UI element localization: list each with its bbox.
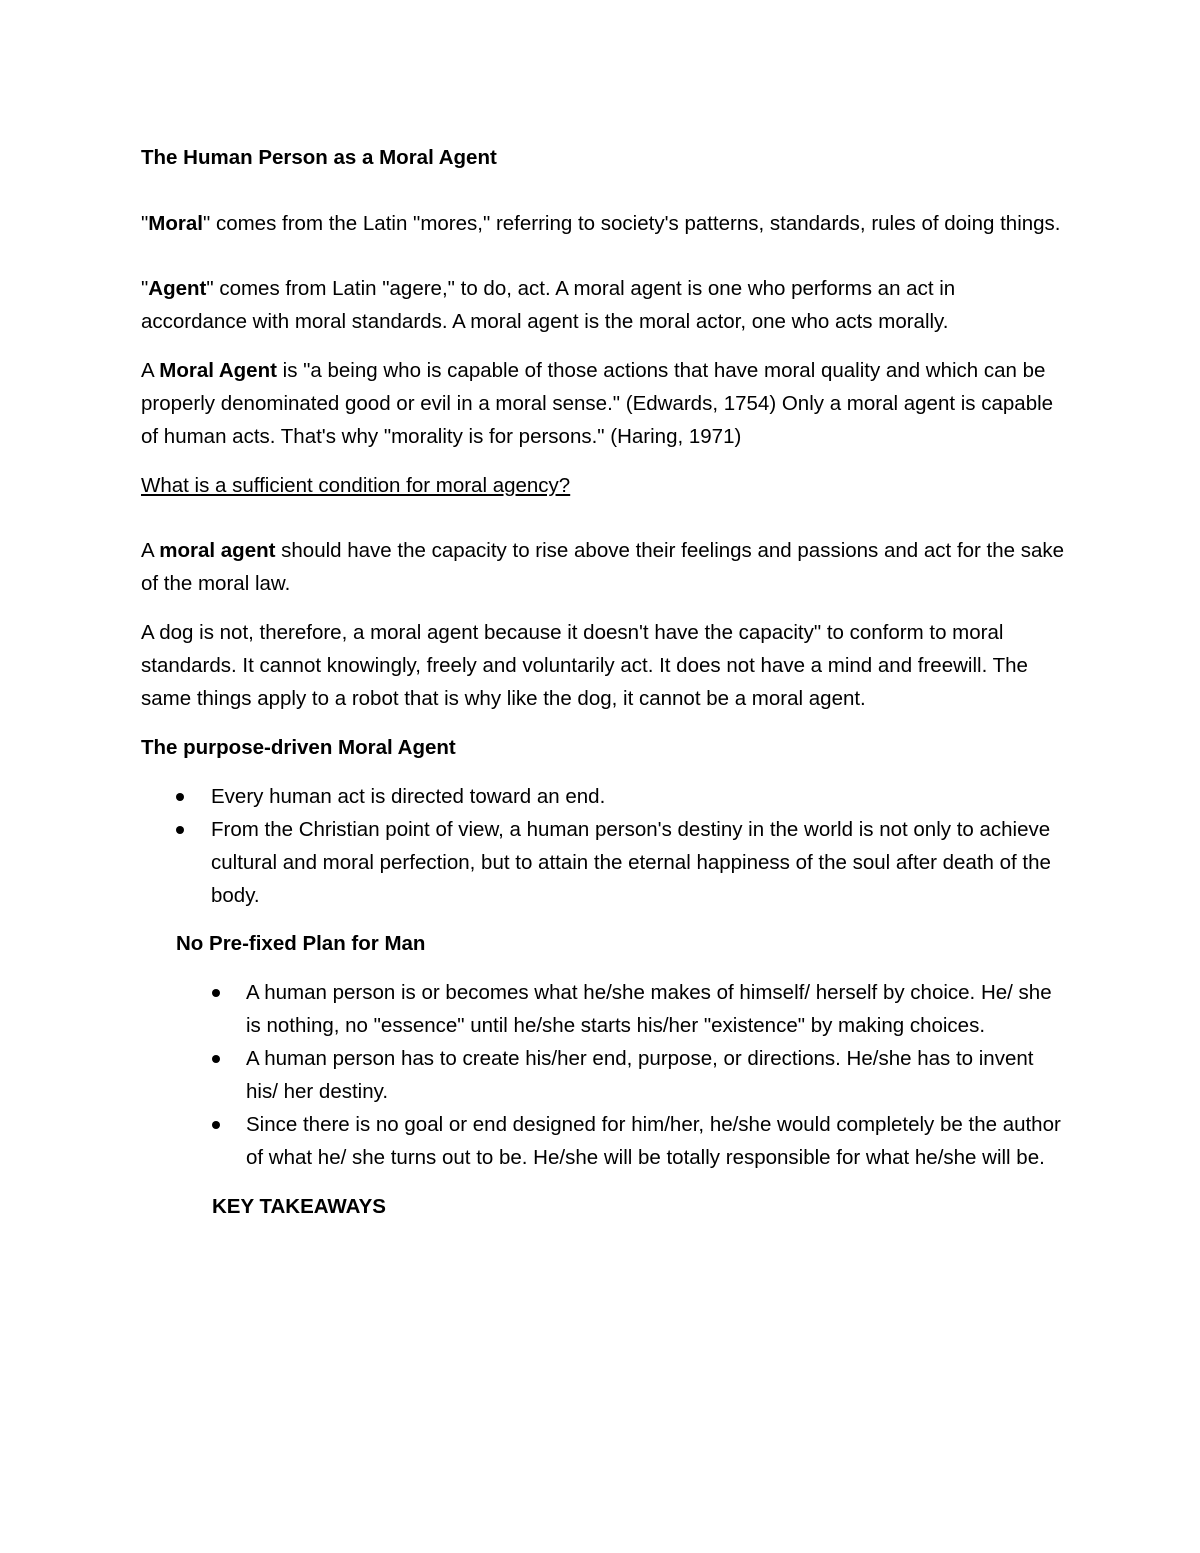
agent-definition-paragraph bbox=[141, 272, 1066, 338]
bullet-icon bbox=[212, 1121, 220, 1129]
agent-definition-text: " comes from Latin "agere," to do, act. A moral agent is one who performs an act in accordance with moral standards. A moral agent is the moral actor, one who acts morally. bbox=[141, 277, 956, 333]
bullet-icon bbox=[212, 1055, 220, 1063]
list-item-text: From the Christian point of view, a human person's destiny in the world is not only to achieve cultural and moral perfection, but to attain the eternal happiness of the soul after death of the body. bbox=[211, 818, 1051, 907]
list-item bbox=[141, 976, 1066, 1042]
dog-paragraph: A dog is not, therefore, a moral agent because it doesn't have the capacity" to conform to moral standards. It cannot knowingly, freely and voluntarily act. It does not have a mind and freewill. The same things apply to a robot that is why like the dog, it cannot be a moral agent. bbox=[141, 621, 1028, 710]
capacity-paragraph bbox=[141, 534, 1066, 600]
key-takeaways-heading: KEY TAKEAWAYS bbox=[212, 1195, 386, 1218]
document-title: The Human Person as a Moral Agent bbox=[141, 146, 497, 169]
list-item bbox=[141, 780, 1066, 813]
quote-mark: " bbox=[141, 212, 149, 235]
bullet-icon bbox=[176, 793, 184, 801]
purpose-driven-list bbox=[141, 780, 1066, 912]
bullet-icon bbox=[176, 826, 184, 834]
list-item-text: Since there is no goal or end designed for him/her, he/she would completely be the author of what he/ she turns out to be. He/she will be totally responsible for what he/she will be. bbox=[246, 1113, 1061, 1169]
term-moral-agent-lower: moral agent bbox=[159, 539, 276, 562]
moral-definition-paragraph bbox=[141, 207, 1066, 240]
list-item-text: Every human act is directed toward an end. bbox=[211, 785, 606, 808]
bullet-icon bbox=[212, 989, 220, 997]
list-item-text: A human person has to create his/her end, purpose, or directions. He/she has to invent his/ her destiny. bbox=[246, 1047, 1034, 1103]
document-page bbox=[141, 141, 1066, 1223]
no-prefixed-plan-list bbox=[141, 976, 1066, 1174]
moral-agent-definition-text: is "a being who is capable of those actions that have moral quality and which can be properly denominated good or evil in a moral sense." (Edwards, 1754) Only a moral agent is capable of human acts. That's why "morality is for persons." (Haring, 1971) bbox=[141, 359, 1054, 448]
capacity-prefix: A bbox=[141, 539, 160, 562]
list-item bbox=[141, 1108, 1066, 1174]
moral-agent-prefix: A bbox=[141, 359, 160, 382]
moral-definition-text: " comes from the Latin "mores," referring to society's patterns, standards, rules of doing things. bbox=[202, 212, 1061, 235]
term-agent: Agent bbox=[148, 277, 207, 300]
term-moral-agent: Moral Agent bbox=[159, 359, 277, 382]
no-prefixed-plan-heading: No Pre-fixed Plan for Man bbox=[176, 932, 426, 955]
term-moral: Moral bbox=[148, 212, 203, 235]
moral-agent-definition-paragraph bbox=[141, 354, 1066, 453]
list-item bbox=[141, 813, 1066, 912]
list-item-text: A human person is or becomes what he/she makes of himself/ herself by choice. He/ she is nothing, no "essence" until he/she starts his/her "existence" by making choices. bbox=[246, 981, 1052, 1037]
purpose-driven-heading: The purpose-driven Moral Agent bbox=[141, 736, 456, 759]
quote-mark: " bbox=[141, 277, 149, 300]
capacity-text: should have the capacity to rise above their feelings and passions and act for the sake of the moral law. bbox=[141, 539, 1065, 595]
sufficient-condition-question: What is a sufficient condition for moral agency? bbox=[141, 474, 571, 497]
list-item bbox=[141, 1042, 1066, 1108]
